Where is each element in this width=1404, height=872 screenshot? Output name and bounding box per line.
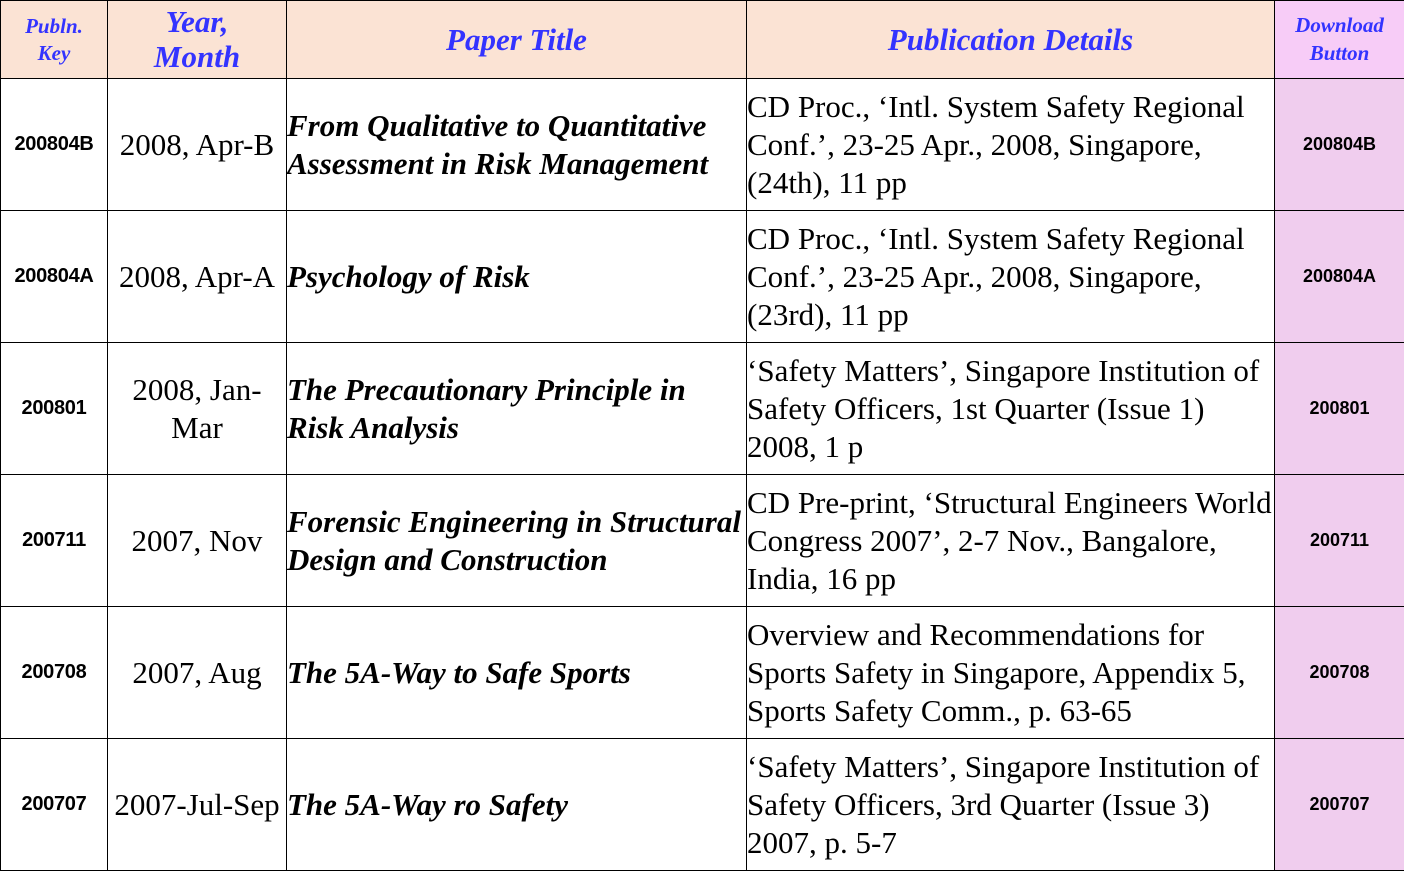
publication-details: CD Proc., ‘Intl. System Safety Regional Conf.’, 23-25 Apr., 2008, Singapore, (23rd), 11 pp <box>747 211 1275 343</box>
paper-title: Forensic Engineering in Structural Design and Construction <box>287 475 747 607</box>
year-month: 2008, Jan-Mar <box>108 343 287 475</box>
header-publn-key-line1: Publn. <box>25 14 83 39</box>
header-publn-key-line2: Key <box>37 40 71 65</box>
paper-title: Psychology of Risk <box>287 211 747 343</box>
header-download-line1: Download <box>1295 13 1384 38</box>
header-year-line2: Month <box>153 38 241 74</box>
publn-key: 200707 <box>1 739 108 871</box>
header-paper-title: Paper Title <box>287 1 747 79</box>
download-button[interactable]: 200708 <box>1275 607 1404 739</box>
year-month: 2008, Apr-A <box>108 211 287 343</box>
publication-details: CD Pre-print, ‘Structural Engineers World Congress 2007’, 2-7 Nov., Bangalore, India, 16 pp <box>747 475 1275 607</box>
publn-key: 200801 <box>1 343 108 475</box>
year-month: 2008, Apr-B <box>108 79 287 211</box>
header-publication-details: Publication Details <box>747 1 1275 79</box>
paper-title: The 5A-Way ro Safety <box>287 739 747 871</box>
publn-key: 200804A <box>1 211 108 343</box>
header-download-button <box>1275 1 1404 79</box>
paper-title: The Precautionary Principle in Risk Analysis <box>287 343 747 475</box>
download-button[interactable]: 200804B <box>1275 79 1404 211</box>
table-row <box>1 343 1404 475</box>
publication-details: ‘Safety Matters’, Singapore Institution of Safety Officers, 3rd Quarter (Issue 3) 2007, p. 5-7 <box>747 739 1275 871</box>
publn-key: 200804B <box>1 79 108 211</box>
header-year-line1: Year, <box>165 3 229 39</box>
publn-key: 200708 <box>1 607 108 739</box>
paper-title: From Qualitative to Quantitative Assessment in Risk Management <box>287 79 747 211</box>
header-download-line2: Button <box>1309 40 1370 65</box>
year-month: 2007, Nov <box>108 475 287 607</box>
header-publn-key <box>1 1 108 79</box>
paper-title: The 5A-Way to Safe Sports <box>287 607 747 739</box>
download-button[interactable]: 200804A <box>1275 211 1404 343</box>
download-button[interactable]: 200707 <box>1275 739 1404 871</box>
download-button[interactable]: 200801 <box>1275 343 1404 475</box>
table-row <box>1 79 1404 211</box>
publn-key: 200711 <box>1 475 108 607</box>
table-row <box>1 211 1404 343</box>
publication-details: CD Proc., ‘Intl. System Safety Regional Conf.’, 23-25 Apr., 2008, Singapore, (24th), 11 pp <box>747 79 1275 211</box>
download-button[interactable]: 200711 <box>1275 475 1404 607</box>
publication-details: Overview and Recommendations for Sports Safety in Singapore, Appendix 5, Sports Safety Comm., p. 63-65 <box>747 607 1275 739</box>
table-row <box>1 607 1404 739</box>
table-row <box>1 739 1404 871</box>
header-year-month <box>108 1 287 79</box>
header-row <box>1 1 1404 79</box>
year-month: 2007-Jul-Sep <box>108 739 287 871</box>
table-row <box>1 475 1404 607</box>
publication-details: ‘Safety Matters’, Singapore Institution of Safety Officers, 1st Quarter (Issue 1) 2008, 1 p <box>747 343 1275 475</box>
year-month: 2007, Aug <box>108 607 287 739</box>
